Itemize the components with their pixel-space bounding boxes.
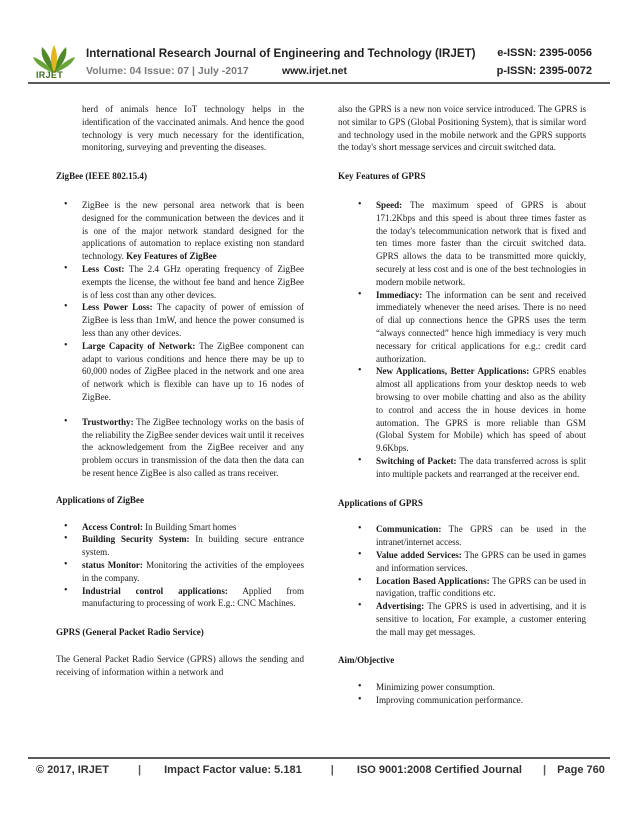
item-text: The maximum speed of GPRS is about 171.2Kbps and this speed is about three times faster as the today's telecommunication network that is fixed and ten times more faster than the circuit switched data. GPRS allows the data to be transmitted more quickly, securely at less cost and is one of the best technologies in modern mobile network. (376, 199, 586, 287)
gprs-applications-heading: Applications of GPRS (338, 497, 423, 508)
item-text: Monitoring the activities of the employees in the company. (82, 559, 305, 583)
item-label: Advertising: (376, 601, 425, 612)
journal-header (0, 0, 638, 82)
zigbee-list (62, 199, 304, 480)
item-text: The GPRS is used in advertising, and it is sensitive to location, For example, a customer entering the mall may get messages. (376, 601, 586, 637)
list-item (62, 301, 304, 339)
item-label: Less Cost: (82, 263, 125, 274)
logo-text: IRJET (36, 70, 64, 80)
item-text: The GPRS can be used in navigation, traffic conditions etc. (376, 575, 586, 599)
item-label: Speed: (376, 199, 403, 210)
volume-issue: Volume: 04 Issue: 07 | July -2017 (86, 65, 249, 77)
list-item (62, 521, 304, 534)
item-text: In building secure entrance system. (82, 534, 305, 558)
list-item (62, 199, 304, 263)
list-item (356, 289, 586, 366)
footer-iso: ISO 9001:2008 Certified Journal (356, 764, 522, 776)
item-label: Value added Services: (376, 549, 462, 560)
list-item (356, 681, 586, 694)
journal-title: International Research Journal of Engineering and Technology (IRJET) (86, 47, 476, 60)
item-text: The GPRS can be used in the intranet/internet access. (376, 524, 586, 548)
list-item (62, 263, 304, 301)
page-footer (36, 764, 606, 776)
aim-list (356, 681, 586, 707)
list-item (62, 416, 304, 480)
e-issn: e-ISSN: 2395-0056 (497, 47, 592, 59)
right-intro-paragraph: also the GPRS is a new non voice service introduced. The GPRS is not similar to GPS (Global Positioning System), that is similar word and technology used in the mobile network and the GPRS supports the today's short message services and circuit switched data. (338, 104, 586, 153)
item-label: Communication: (376, 524, 442, 535)
item-label: Switching of Packet: (376, 455, 457, 466)
list-item (356, 523, 586, 549)
list-item (62, 585, 304, 611)
item-label: Trustworthy: (82, 416, 134, 427)
item-text: GPRS enables almost all applications from your desktop needs to web browsing to over mobile chatting and also as the ability to control and access the in house devices in home automation. The GPRS is more reliable than GSM (Global System for Mobile) which has speed of about 9.6Kbps. (376, 366, 586, 454)
item-label: Industrial control applications: (82, 585, 228, 596)
list-item (62, 533, 304, 559)
list-item (356, 199, 586, 289)
item-text: In Building Smart homes (145, 521, 237, 532)
gprs-features-heading: Key Features of GPRS (338, 171, 426, 182)
item-label: Location Based Applications: (376, 575, 490, 586)
item-label: status Monitor: (82, 559, 143, 570)
footer-separator: | (137, 764, 142, 776)
item-text: The GPRS can be used in games and information services. (376, 549, 587, 573)
p-issn: p-ISSN: 2395-0072 (496, 65, 592, 77)
item-label: Less Power Loss: (82, 302, 153, 313)
aim-heading: Aim/Objective (338, 655, 395, 666)
zigbee-features-label: Key Features of ZigBee (126, 251, 217, 262)
zigbee-applications-heading: Applications of ZigBee (56, 494, 144, 505)
journal-website[interactable]: www.irjet.net (282, 65, 347, 77)
zigbee-applications-list (62, 521, 304, 611)
item-text: Improving communication performance. (376, 695, 523, 706)
list-item (356, 365, 586, 455)
footer-page-number: Page 760 (557, 764, 605, 776)
list-item (62, 340, 304, 404)
item-text: The data transferred across is split into multiple packets and rearranged at the receiver end. (376, 455, 586, 479)
right-column (338, 103, 586, 707)
item-label: Large Capacity of Network: (82, 340, 196, 351)
item-text: The capacity of power of emission of ZigBee is less than 1mW, and hence the power consumed is less than any other devices. (82, 302, 304, 338)
gprs-applications-list (356, 523, 586, 638)
zigbee-heading: ZigBee (IEEE 802.15.4) (56, 171, 147, 182)
item-label: Building Security System: (82, 534, 190, 545)
gprs-intro-paragraph: The General Packet Radio Service (GPRS) allows the sending and receiving of information within a network and (56, 653, 304, 677)
item-label: Immediacy: (376, 289, 423, 300)
footer-copyright: © 2017, IRJET (36, 764, 109, 776)
header-divider (28, 82, 610, 84)
item-text: The information can be sent and received immediately whenever the need arises. There is no need of dial up connections hence the GPRS uses the term “always connected” hence high immediacy is very much necessary for critical applications for e.g.: credit card authorization. (376, 289, 586, 364)
footer-impact-factor: Impact Factor value: 5.181 (164, 764, 302, 776)
item-text: The ZigBee component can adapt to various conditions and hence there may be up to 60,000 nodes of ZigBee placed in the network and one area of network which is flexible can have up to 16 nodes of ZigBee. (82, 340, 304, 402)
item-text: The ZigBee technology works on the basis of the reliability the ZigBee sender devices wait until it receives the acknowledgement from the ZigBee receiver and any problem occurs in transmission of the data then the data can be resent hence ZigBee is also called as trans receiver. (82, 416, 304, 478)
footer-divider (28, 757, 610, 759)
item-text: The 2.4 GHz operating frequency of ZigBee exempts the license, the without fee band and hence ZigBee is of less cost than any other devices. (82, 263, 304, 300)
left-column (56, 103, 304, 678)
list-item (356, 455, 586, 481)
item-label: New Applications, Better Applications: (376, 366, 530, 377)
list-item (356, 575, 586, 601)
item-text: Minimizing power consumption. (376, 682, 495, 693)
list-item (356, 600, 586, 638)
list-item (356, 549, 586, 575)
list-item (62, 559, 304, 585)
item-text: Applied from manufacturing to processing of work E.g.: CNC Machines. (82, 585, 304, 609)
list-item (356, 694, 586, 707)
gprs-heading: GPRS (General Packet Radio Service) (56, 627, 204, 638)
footer-separator: | (543, 764, 547, 776)
item-label: Access Control: (82, 521, 143, 532)
zigbee-item-text: ZigBee is the new personal area network that is been designed for the communication between the devices and it is one of the major network standard designed for the applications of automation to replace existing non standard technology. (82, 199, 304, 262)
footer-separator: | (330, 764, 334, 776)
gprs-features-list (356, 199, 586, 481)
left-intro-paragraph: herd of animals hence IoT technology helps in the identification of the vaccinated animals. And hence the good technology is very much necessary for the identification, monitoring, surveying and preventing the diseases. (82, 104, 304, 153)
